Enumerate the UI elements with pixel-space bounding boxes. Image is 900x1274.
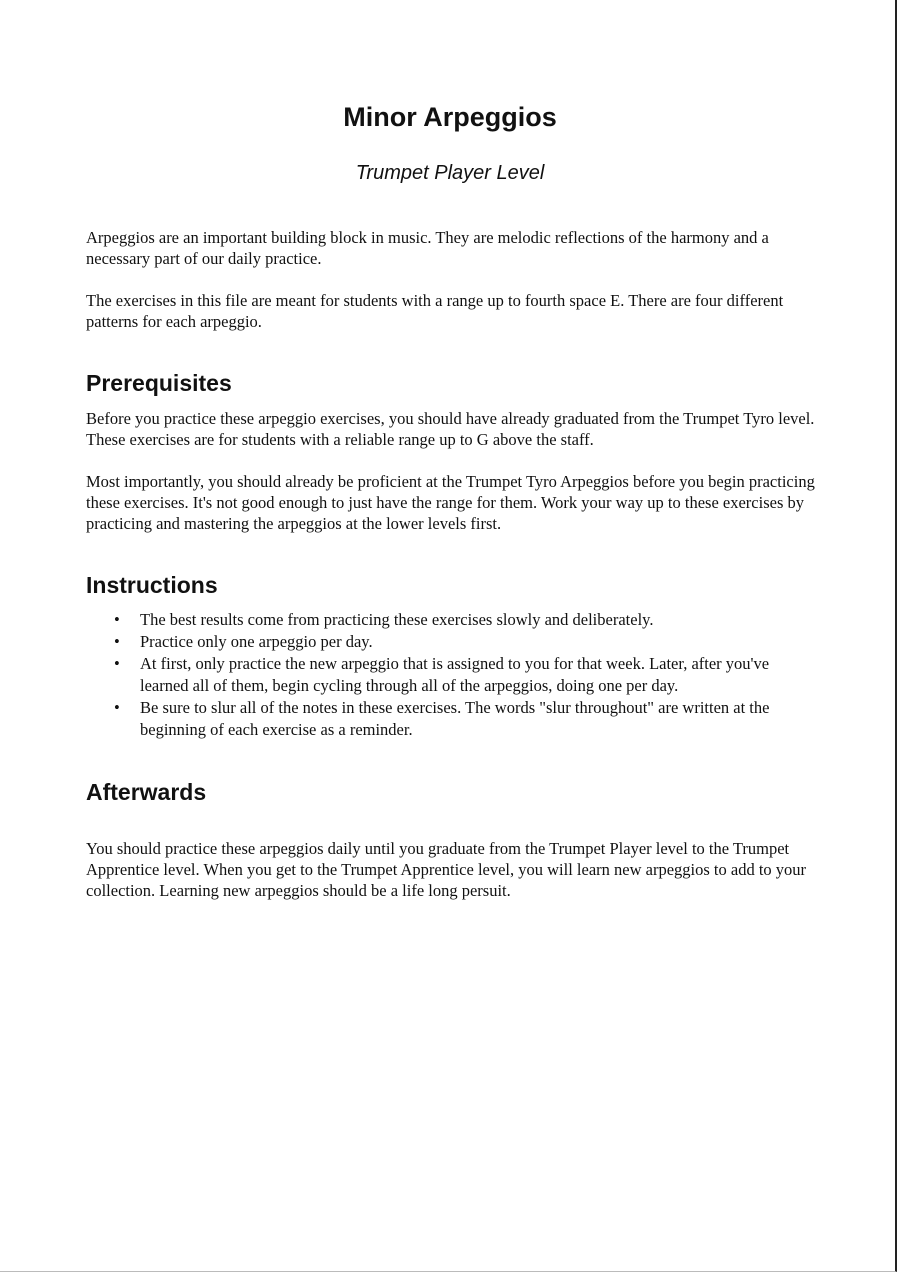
bullet-icon: •	[114, 610, 120, 629]
intro-paragraph-2: The exercises in this file are meant for students with a range up to fourth space E. There are four different patterns for each arpeggio.	[86, 291, 784, 331]
afterwards-heading: Afterwards	[86, 779, 207, 805]
list-item	[86, 653, 816, 697]
page-subtitle: Trumpet Player Level	[355, 162, 545, 184]
list-item-text: Practice only one arpeggio per day.	[140, 632, 373, 651]
list-item-text: The best results come from practicing these exercises slowly and deliberately.	[140, 610, 654, 629]
instructions-list	[86, 609, 816, 741]
prerequisites-paragraph-1: Before you practice these arpeggio exercises, you should have already graduated from the Trumpet Tyro level. These exercises are for students with a reliable range up to G above the staff.	[86, 409, 815, 449]
list-item-text: At first, only practice the new arpeggio that is assigned to you for that week. Later, after you've learned all of them, begin cycling through all of the arpeggios, doing one per day.	[140, 654, 770, 695]
bullet-icon: •	[114, 698, 120, 717]
instructions-heading: Instructions	[86, 572, 218, 598]
list-item	[86, 697, 816, 741]
prerequisites-paragraph-2: Most importantly, you should already be proficient at the Trumpet Tyro Arpeggios before you begin practicing these exercises. It's not good enough to just have the range for them. Work your way up to these exercises by practicing and mastering the arpeggios at the lower levels first.	[86, 472, 815, 533]
prerequisites-heading: Prerequisites	[86, 370, 232, 396]
afterwards-paragraph: You should practice these arpeggios daily until you graduate from the Trumpet Player level to the Trumpet Apprentice level. When you get to the Trumpet Apprentice level, you will learn new arpeggios to add to your collection. Learning new arpeggios should be a life long persuit.	[86, 839, 807, 900]
list-item	[86, 631, 816, 653]
page-title: Minor Arpeggios	[343, 102, 557, 132]
intro-paragraph-1: Arpeggios are an important building block in music. They are melodic reflections of the harmony and a necessary part of our daily practice.	[86, 228, 769, 268]
list-item	[86, 609, 816, 631]
bullet-icon: •	[114, 632, 120, 651]
bullet-icon: •	[114, 654, 120, 673]
list-item-text: Be sure to slur all of the notes in these exercises. The words "slur throughout" are written at the beginning of each exercise as a reminder.	[140, 698, 770, 739]
